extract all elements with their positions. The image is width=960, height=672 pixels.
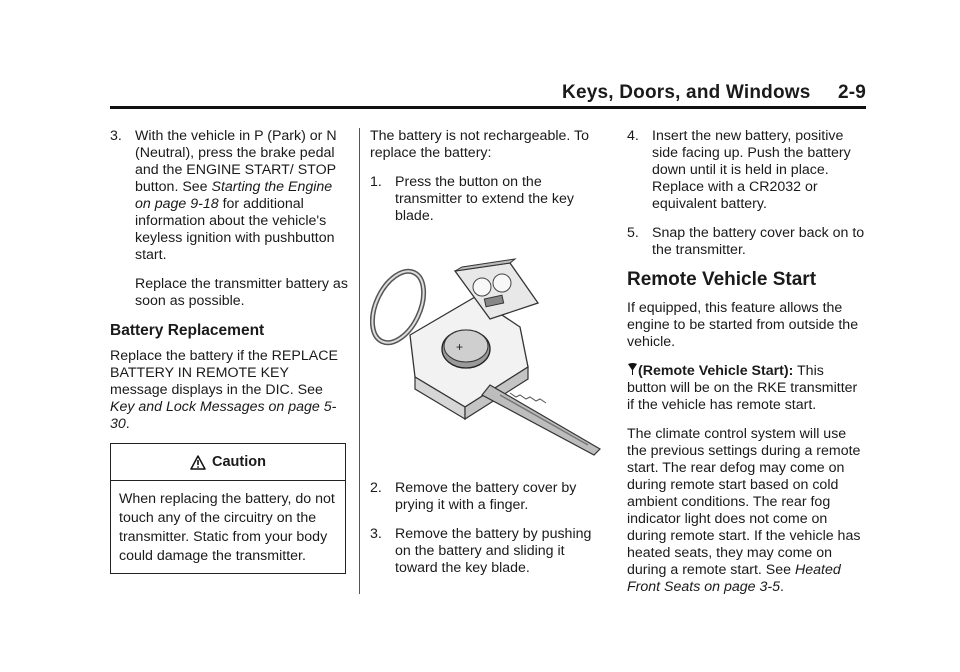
paragraph-text: Replace the battery if the REPLACE BATTERY IN REMOTE KEY message displays in the DIC. See — [110, 348, 338, 398]
step-number: 3. — [370, 526, 382, 542]
step-number: 3. — [110, 128, 122, 144]
section-title: Keys, Doors, and Windows — [562, 82, 811, 103]
paragraph-end: . — [780, 579, 784, 595]
step-text — [135, 128, 348, 264]
page-number: 2-9 — [837, 82, 866, 103]
caution-title: Caution — [212, 453, 266, 470]
step-number: 4. — [627, 128, 639, 144]
remote-start-label: (Remote Vehicle Start): — [638, 363, 794, 379]
battery-replacement-heading: Battery Replacement — [110, 322, 265, 339]
step-3 — [370, 526, 606, 577]
step-text: Snap the battery cover back on to the transmitter. — [652, 225, 865, 258]
remote-start-icon — [627, 363, 638, 376]
step-number: 5. — [627, 225, 639, 241]
battery-replacement-paragraph — [110, 348, 348, 433]
column-2 — [370, 128, 606, 589]
column-3 — [627, 128, 865, 596]
step-number: 1. — [370, 174, 382, 190]
page-header — [110, 78, 866, 109]
step-text-after: for additional information about the vehicle's keyless ignition with pushbutton start. — [135, 196, 335, 263]
climate-control-paragraph — [627, 426, 865, 596]
remote-vehicle-start-heading: Remote Vehicle Start — [627, 269, 817, 290]
caution-box — [110, 443, 346, 574]
remote-start-intro: If equipped, this feature allows the engine to be started from outside the vehicle. — [627, 300, 859, 350]
cross-reference-heated-seats[interactable]: Heated Front Seats on page 3-5 — [627, 562, 841, 595]
caution-header — [111, 444, 345, 481]
remote-start-button-text: This button will be on the RKE transmitter if the vehicle has remote start. — [627, 363, 858, 413]
warning-triangle-icon — [190, 455, 206, 470]
paragraph-end: . — [125, 416, 130, 432]
paragraph-text: The climate control system will use the previous settings during a remote start. The rear defog may come on during remote start based on cold ambient conditions. The rear fog indicator light does not come on during remote start. If the vehicle has heated seats, they may come on during a remote start. See — [627, 426, 861, 578]
step-3-start — [110, 128, 348, 264]
step-2 — [370, 480, 606, 514]
header-title — [562, 82, 866, 104]
step-text: Remove the battery cover by prying it with a finger. — [395, 480, 577, 513]
step-4 — [627, 128, 865, 213]
svg-text:+: + — [456, 340, 464, 354]
column-divider — [359, 128, 360, 594]
remote-start-button-paragraph — [627, 363, 865, 414]
step-text: Insert the new battery, positive side facing up. Push the battery down until it is held in place. Replace with a CR2032 or equivalent battery. — [652, 128, 851, 212]
key-blade — [482, 385, 600, 455]
step-text-main: With the vehicle in P (Park) or N (Neutral), press the brake pedal and the ENGINE START/ STOP button. See — [135, 128, 337, 195]
key-fob-illustration — [370, 257, 606, 457]
step-text: Remove the battery by pushing on the battery and sliding it toward the key blade. — [395, 526, 592, 576]
cross-reference-starting-engine[interactable]: Starting the Engine on page 9-18 — [135, 179, 333, 212]
column-1 — [110, 128, 348, 574]
cross-reference-key-lock-messages[interactable]: Key and Lock Messages on page 5-30 — [110, 399, 337, 432]
battery-intro: The battery is not rechargeable. To replace the battery: — [370, 128, 589, 161]
step-5 — [627, 225, 865, 259]
caution-body: When replacing the battery, do not touch any of the circuitry on the transmitter. Static from your body could damage the transmitter. — [119, 491, 335, 564]
step-number: 2. — [370, 480, 382, 496]
step-text: Press the button on the transmitter to extend the key blade. — [395, 174, 575, 224]
step-1 — [370, 174, 606, 225]
step-3-note: Replace the transmitter battery as soon as possible. — [135, 276, 348, 309]
